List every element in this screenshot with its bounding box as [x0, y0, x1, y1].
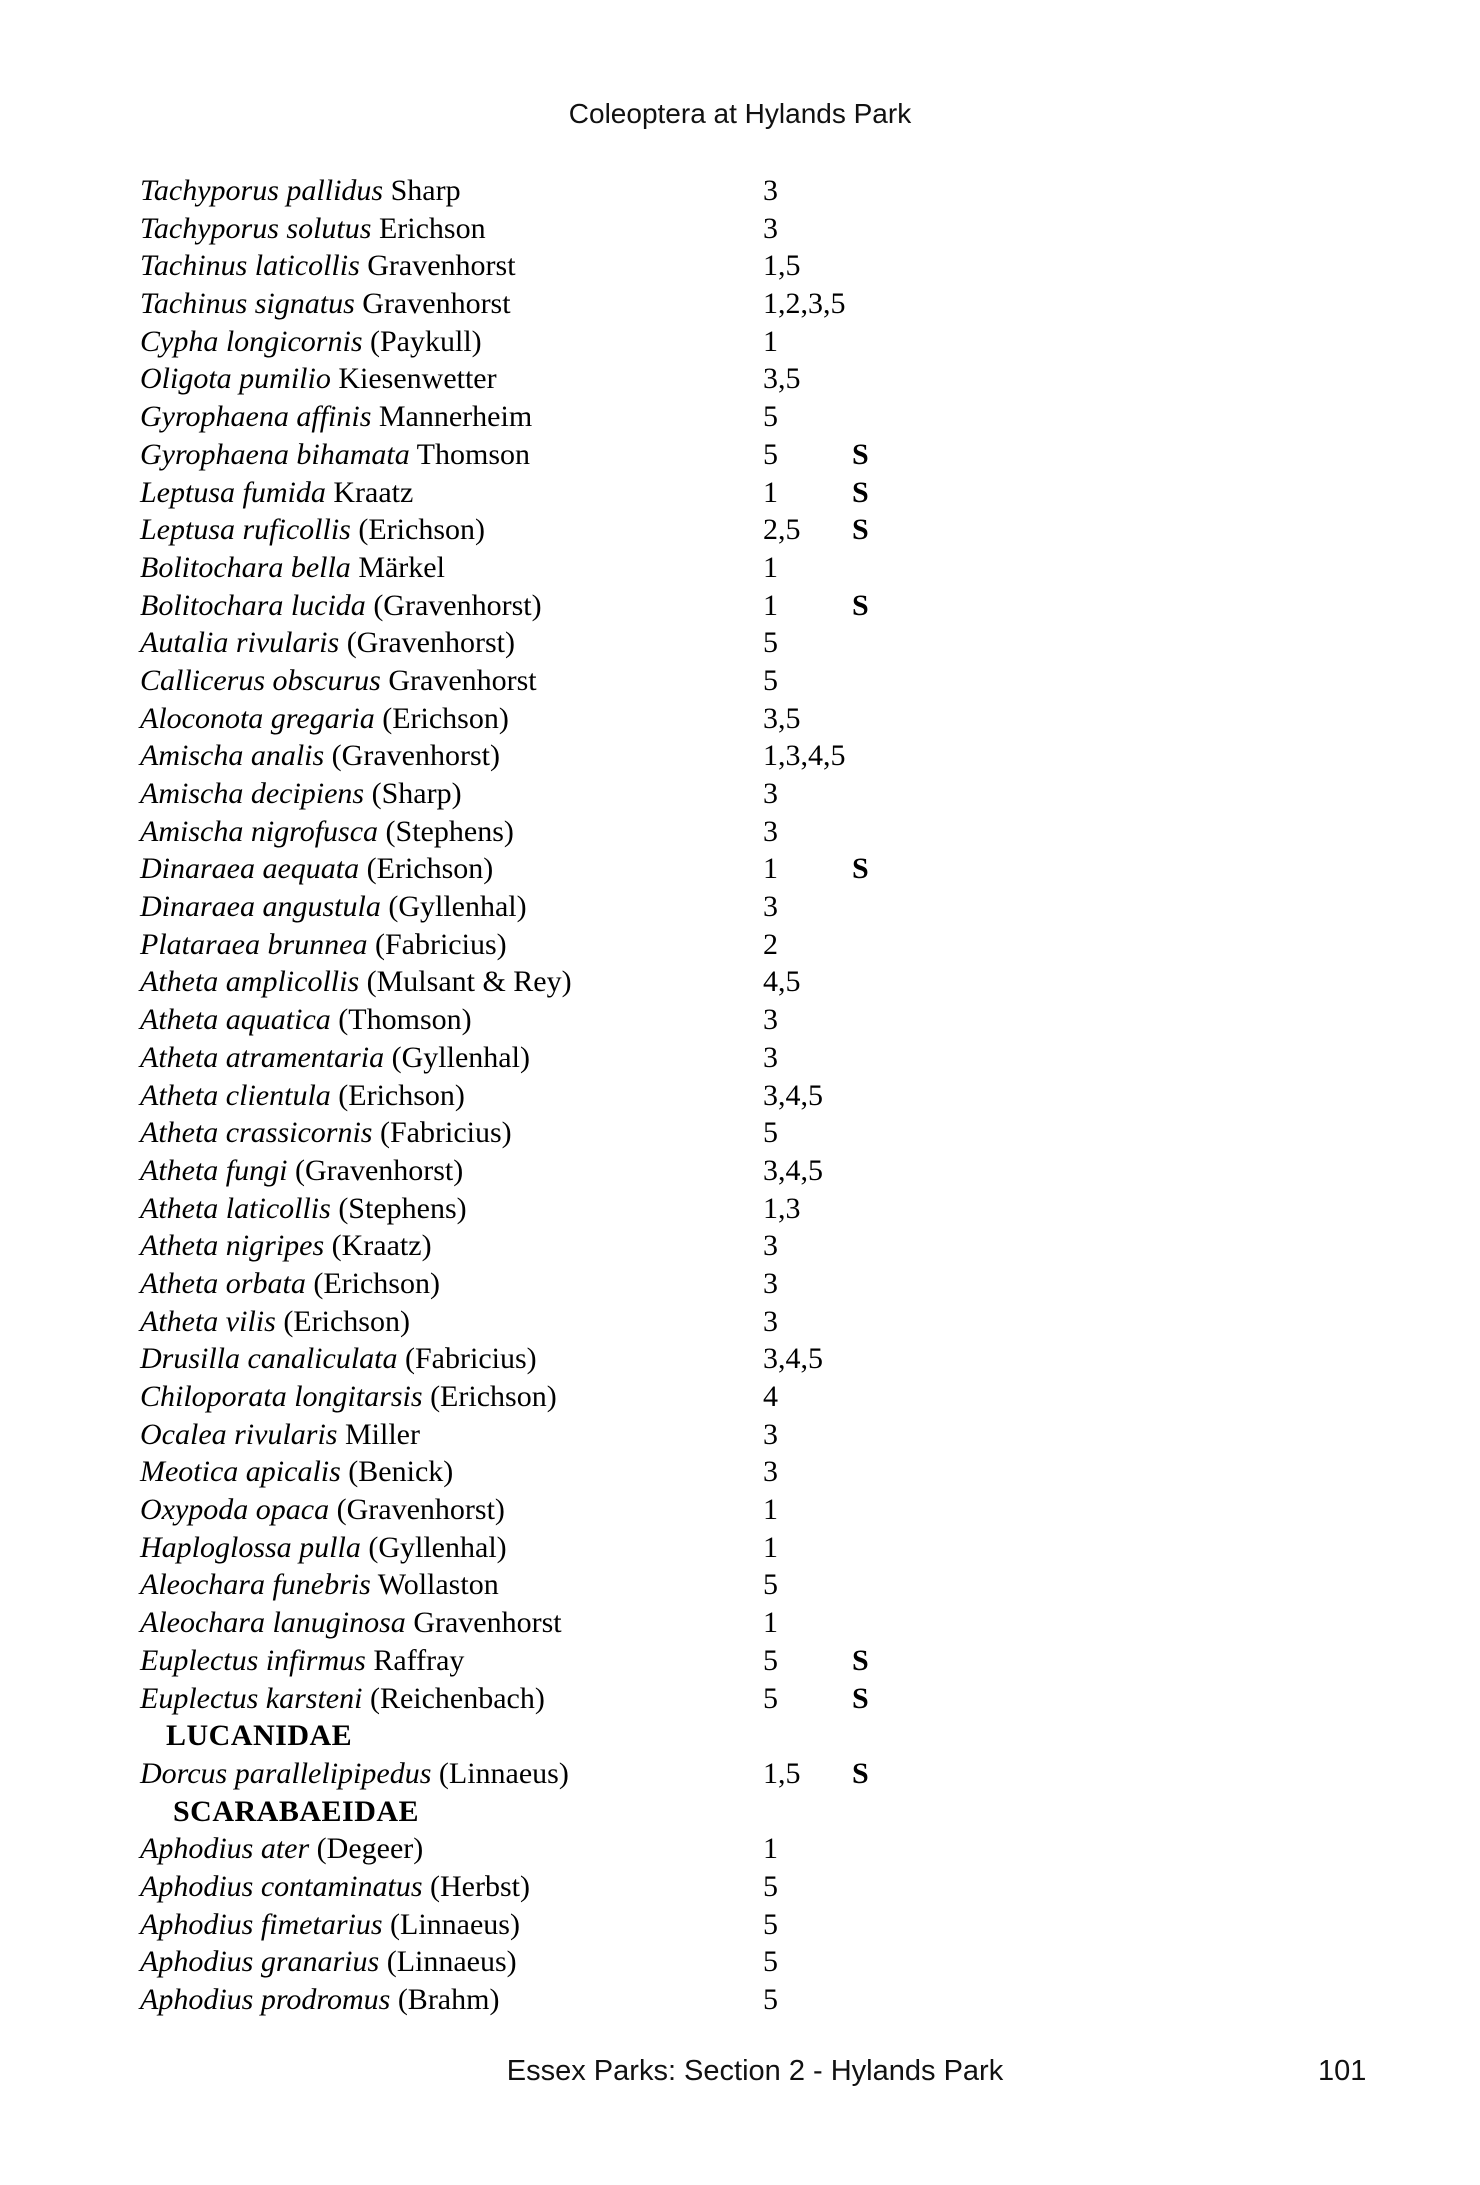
species-name [140, 1680, 545, 1718]
site-numbers: 5 [763, 1681, 778, 1715]
species-row [0, 775, 1480, 813]
species-name [140, 587, 542, 625]
site-numbers: 1 [763, 852, 778, 886]
species-name [140, 1416, 420, 1454]
species-authority: (Fabricius) [374, 927, 507, 961]
species-authority: Gravenhorst [413, 1606, 562, 1640]
species-row [0, 1755, 1480, 1793]
species-authority: (Thomson) [338, 1003, 472, 1037]
site-numbers: 1,3,4,5 [763, 739, 846, 773]
species-authority: (Linnaeus) [438, 1756, 569, 1790]
site-numbers: 1 [763, 475, 778, 509]
species-authority: (Reichenbach) [369, 1681, 545, 1715]
species-name [140, 926, 507, 964]
species-row [0, 1265, 1480, 1303]
species-name [140, 511, 485, 549]
species-name [140, 1303, 410, 1341]
species-authority: (Paykull) [370, 324, 482, 358]
status-flag: S [852, 437, 869, 471]
species-name [140, 963, 572, 1001]
species-name [140, 662, 537, 700]
species-row [0, 624, 1480, 662]
species-row [0, 700, 1480, 738]
status-flag: S [852, 513, 869, 547]
status-flag: S [852, 475, 869, 509]
species-binomial: Atheta nigripes [140, 1229, 325, 1263]
species-authority: Wollaston [377, 1568, 499, 1602]
species-name [140, 775, 462, 813]
species-authority: Gravenhorst [388, 663, 537, 697]
species-binomial: Amischa decipiens [140, 777, 365, 810]
species-name [140, 1529, 507, 1567]
species-name [140, 436, 530, 474]
species-authority: (Erichson) [430, 1380, 557, 1413]
species-authority: (Gravenhorst) [336, 1493, 505, 1527]
species-name [140, 1604, 562, 1642]
species-authority: Thomson [416, 437, 531, 471]
species-row [0, 888, 1480, 926]
species-row [0, 1303, 1480, 1341]
site-numbers: 3 [763, 1417, 778, 1451]
species-authority: (Erichson) [283, 1304, 410, 1338]
species-row [0, 963, 1480, 1001]
species-row [0, 285, 1480, 323]
species-authority: (Gravenhorst) [346, 626, 515, 660]
species-authority: (Mulsant & Rey) [366, 965, 572, 999]
species-row [0, 1981, 1480, 2019]
species-binomial: Atheta clientula [140, 1078, 331, 1112]
species-authority: Mannerheim [378, 400, 533, 434]
species-binomial: Ocalea rivularis [140, 1417, 338, 1451]
site-numbers: 1 [763, 1606, 778, 1640]
species-name [140, 247, 516, 285]
species-binomial: Plataraea brunnea [140, 927, 368, 961]
species-row [0, 247, 1480, 285]
species-binomial: Aloconota gregaria [140, 701, 375, 735]
species-binomial: Amischa nigrofusca [140, 814, 379, 848]
species-binomial: Tachinus signatus [140, 287, 355, 321]
species-row [0, 1453, 1480, 1491]
species-row [0, 210, 1480, 248]
site-numbers: 1 [763, 550, 778, 584]
site-numbers: 1 [763, 1493, 778, 1527]
site-numbers: 3 [763, 1266, 778, 1300]
species-binomial: Drusilla canaliculata [140, 1342, 398, 1376]
species-row [0, 1566, 1480, 1604]
species-binomial: Aphodius fimetarius [140, 1907, 383, 1941]
site-numbers: 4,5 [763, 965, 801, 999]
species-name [140, 1943, 517, 1981]
site-numbers: 3,5 [763, 701, 801, 735]
species-name [140, 172, 461, 210]
species-authority: Raffray [373, 1643, 465, 1677]
site-numbers: 3 [763, 777, 778, 810]
species-name [140, 1190, 467, 1228]
running-header: Coleoptera at Hylands Park [568, 98, 912, 129]
species-binomial: Aphodius contaminatus [140, 1869, 423, 1903]
species-binomial: Euplectus karsteni [140, 1681, 363, 1715]
family-heading: LUCANIDAE [166, 1719, 353, 1753]
species-name [140, 1077, 465, 1115]
species-binomial: Atheta laticollis [140, 1191, 331, 1225]
species-row [0, 1604, 1480, 1642]
species-name [140, 888, 527, 926]
site-numbers: 5 [763, 663, 778, 697]
species-name [140, 1114, 512, 1152]
species-authority: (Degeer) [316, 1832, 424, 1866]
species-authority: Kiesenwetter [338, 362, 497, 396]
species-name [140, 700, 509, 738]
species-row [0, 360, 1480, 398]
species-name [140, 850, 493, 888]
species-binomial: Leptusa fumida [140, 475, 326, 509]
species-binomial: Aphodius ater [140, 1832, 310, 1866]
species-authority: Erichson [378, 211, 486, 245]
footer-title: Essex Parks: Section 2 - Hylands Park [506, 2055, 1004, 2087]
site-numbers: 1 [763, 324, 778, 358]
species-name [140, 1152, 463, 1190]
page-number: 101 [1318, 2055, 1367, 2087]
species-binomial: Aphodius granarius [140, 1945, 380, 1979]
site-numbers: 1 [763, 1530, 778, 1564]
site-numbers: 1,5 [763, 1756, 801, 1790]
species-authority: Gravenhorst [362, 287, 511, 321]
species-binomial: Chiloporata longitarsis [140, 1380, 423, 1413]
species-row [0, 511, 1480, 549]
site-numbers: 2 [763, 927, 778, 961]
site-numbers: 3 [763, 814, 778, 848]
species-binomial: Euplectus infirmus [140, 1643, 366, 1677]
site-numbers: 1 [763, 588, 778, 622]
species-binomial: Tachyporus solutus [140, 211, 372, 245]
species-authority: Kraatz [333, 475, 414, 509]
species-binomial: Aphodius prodromus [140, 1983, 391, 2016]
species-authority: (Erichson) [366, 852, 494, 886]
species-name [140, 1227, 432, 1265]
species-binomial: Bolitochara lucida [140, 588, 366, 622]
species-binomial: Cypha longicornis [140, 324, 363, 358]
species-row [0, 474, 1480, 512]
species-row [0, 172, 1480, 210]
species-row [0, 813, 1480, 851]
species-authority: (Benick) [348, 1455, 454, 1489]
species-authority: (Erichson) [358, 513, 485, 547]
species-binomial: Leptusa ruficollis [140, 513, 351, 547]
species-binomial: Dinaraea aequata [140, 852, 360, 886]
species-row [0, 1039, 1480, 1077]
site-numbers: 3,4,5 [763, 1078, 823, 1112]
species-row [0, 1868, 1480, 1906]
site-numbers: 3 [763, 1040, 778, 1074]
species-authority: (Stephens) [385, 814, 514, 848]
species-row [0, 1114, 1480, 1152]
species-authority: (Fabricius) [380, 1116, 512, 1150]
species-name [140, 1491, 505, 1529]
species-authority: Miller [344, 1417, 420, 1451]
family-heading-row [0, 1717, 1480, 1755]
status-flag: S [852, 1643, 869, 1677]
site-numbers: 3 [763, 211, 778, 245]
site-numbers: 3 [763, 174, 778, 207]
site-numbers: 5 [763, 1568, 778, 1602]
species-row [0, 662, 1480, 700]
species-binomial: Meotica apicalis [140, 1455, 341, 1489]
species-name [140, 285, 511, 323]
species-binomial: Oxypoda opaca [140, 1493, 330, 1527]
species-authority: (Linnaeus) [386, 1945, 517, 1979]
species-authority: Sharp [390, 174, 461, 207]
species-row [0, 1227, 1480, 1265]
species-authority: (Stephens) [338, 1191, 467, 1225]
species-row [0, 1906, 1480, 1944]
species-row [0, 1190, 1480, 1228]
species-binomial: Atheta fungi [140, 1153, 288, 1187]
species-binomial: Aleochara funebris [140, 1568, 371, 1602]
species-row [0, 1491, 1480, 1529]
species-row [0, 1642, 1480, 1680]
species-row [0, 1680, 1480, 1718]
species-name [140, 549, 445, 587]
species-row [0, 436, 1480, 474]
species-name [140, 360, 497, 398]
species-name [140, 1039, 530, 1077]
species-row [0, 587, 1480, 625]
site-numbers: 3 [763, 1229, 778, 1263]
species-row [0, 1943, 1480, 1981]
species-binomial: Tachyporus pallidus [140, 174, 384, 207]
species-authority: (Gyllenhal) [368, 1530, 507, 1564]
species-authority: (Erichson) [338, 1078, 465, 1112]
site-numbers: 5 [763, 437, 778, 471]
site-numbers: 5 [763, 1907, 778, 1941]
species-name [140, 1453, 453, 1491]
species-name [140, 210, 486, 248]
site-numbers: 1,3 [763, 1191, 801, 1225]
species-binomial: Dinaraea angustula [140, 890, 381, 924]
site-numbers: 5 [763, 1983, 778, 2016]
species-row [0, 1529, 1480, 1567]
species-binomial: Atheta aquatica [140, 1003, 331, 1037]
species-binomial: Tachinus laticollis [140, 249, 360, 283]
site-numbers: 1,5 [763, 249, 801, 283]
species-row [0, 1830, 1480, 1868]
species-name [140, 398, 532, 436]
species-list [0, 172, 1480, 2019]
status-flag: S [852, 1681, 869, 1715]
species-binomial: Callicerus obscurus [140, 663, 381, 697]
species-name [140, 1265, 440, 1303]
species-authority: (Erichson) [382, 701, 509, 735]
site-numbers: 3 [763, 1003, 778, 1037]
species-name [140, 1001, 472, 1039]
species-row [0, 1152, 1480, 1190]
site-numbers: 3 [763, 890, 778, 924]
status-flag: S [852, 588, 869, 622]
species-binomial: Amischa analis [140, 739, 325, 773]
site-numbers: 2,5 [763, 513, 801, 547]
species-binomial: Atheta vilis [140, 1304, 276, 1338]
species-name [140, 624, 515, 662]
species-binomial: Aleochara lanuginosa [140, 1606, 406, 1640]
species-binomial: Gyrophaena affinis [140, 400, 372, 434]
species-authority: (Herbst) [430, 1869, 530, 1903]
species-name [140, 1830, 423, 1868]
species-authority: (Sharp) [371, 777, 462, 810]
species-row [0, 850, 1480, 888]
species-binomial: Atheta orbata [140, 1266, 306, 1300]
species-row [0, 323, 1480, 361]
site-numbers: 4 [763, 1380, 778, 1413]
species-row [0, 1416, 1480, 1454]
site-numbers: 3,4,5 [763, 1153, 823, 1187]
species-authority: (Gyllenhal) [388, 890, 527, 924]
species-binomial: Atheta amplicollis [140, 965, 360, 999]
species-authority: (Kraatz) [331, 1229, 432, 1263]
species-authority: (Brahm) [397, 1983, 500, 2016]
species-authority: Märkel [358, 550, 445, 584]
species-authority: (Gravenhorst) [373, 588, 542, 622]
species-binomial: Atheta crassicornis [140, 1116, 373, 1150]
species-authority: Gravenhorst [367, 249, 516, 283]
status-flag: S [852, 852, 869, 886]
site-numbers: 5 [763, 1116, 778, 1150]
species-name [140, 737, 500, 775]
species-row [0, 1378, 1480, 1416]
family-heading-row [0, 1793, 1480, 1831]
status-flag: S [852, 1756, 869, 1790]
species-row [0, 549, 1480, 587]
species-binomial: Bolitochara bella [140, 550, 351, 584]
species-binomial: Dorcus parallelipipedus [140, 1756, 432, 1790]
site-numbers: 3,4,5 [763, 1342, 823, 1376]
species-name [140, 1340, 537, 1378]
species-row [0, 398, 1480, 436]
species-authority: (Gyllenhal) [391, 1040, 530, 1074]
species-row [0, 1340, 1480, 1378]
site-numbers: 5 [763, 400, 778, 434]
species-authority: (Linnaeus) [390, 1907, 520, 1941]
species-binomial: Autalia rivularis [140, 626, 340, 660]
species-row [0, 1077, 1480, 1115]
species-authority: (Erichson) [313, 1266, 440, 1300]
species-row [0, 1001, 1480, 1039]
family-heading: SCARABAEIDAE [173, 1794, 420, 1828]
species-name [140, 1566, 499, 1604]
species-name [140, 1755, 569, 1793]
species-name [140, 813, 514, 851]
site-numbers: 5 [763, 1869, 778, 1903]
site-numbers: 1 [763, 1832, 778, 1866]
species-name [140, 1906, 520, 1944]
species-binomial: Gyrophaena bihamata [140, 437, 410, 471]
species-binomial: Atheta atramentaria [140, 1040, 385, 1074]
species-authority: (Fabricius) [405, 1342, 537, 1376]
species-name [140, 1642, 464, 1680]
species-name [140, 1981, 499, 2019]
species-authority: (Gravenhorst) [331, 739, 500, 773]
species-binomial: Haploglossa pulla [140, 1530, 361, 1564]
site-numbers: 5 [763, 626, 778, 660]
species-row [0, 926, 1480, 964]
site-numbers: 3,5 [763, 362, 801, 396]
species-name [140, 323, 482, 361]
species-row [0, 737, 1480, 775]
site-numbers: 1,2,3,5 [763, 287, 846, 321]
site-numbers: 3 [763, 1304, 778, 1338]
species-binomial: Oligota pumilio [140, 362, 331, 396]
species-name [140, 1868, 530, 1906]
species-name [140, 1378, 557, 1416]
site-numbers: 3 [763, 1455, 778, 1489]
species-name [140, 474, 413, 512]
site-numbers: 5 [763, 1643, 778, 1677]
species-authority: (Gravenhorst) [294, 1153, 464, 1187]
site-numbers: 5 [763, 1945, 778, 1979]
